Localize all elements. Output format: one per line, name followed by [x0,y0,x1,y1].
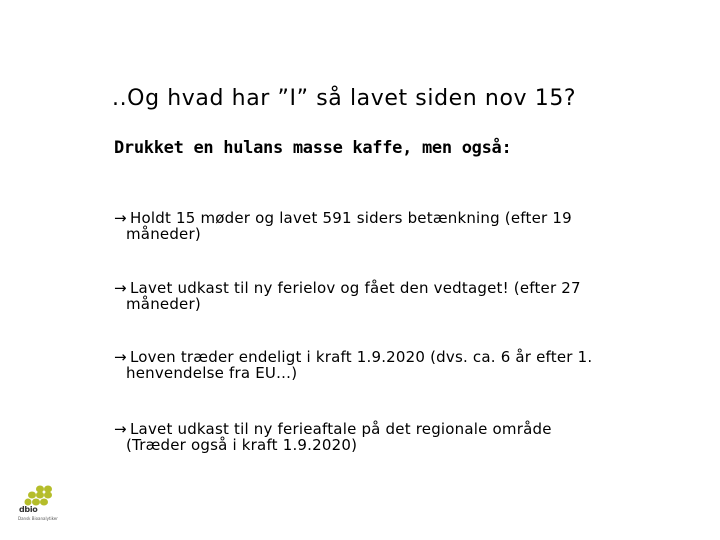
slide-title: ..Og hvad har ”I” så lavet siden nov 15? [112,86,577,111]
bullet-text-line2: måneder) [126,295,201,313]
logo-wordmark: dbio [19,505,38,514]
arrow-right-icon: → [114,348,127,366]
bullet-text-line1: Lavet udkast til ny ferieaftale på det regionale område [130,420,552,438]
bullet-text-line1: Lavet udkast til ny ferielov og fået den vedtaget! (efter 27 [130,279,581,297]
bullet-item [114,210,694,242]
bullet-text-line2: måneder) [126,225,201,243]
arrow-right-icon: → [114,279,127,297]
bullet-item [114,280,694,312]
logo-tagline: Dansk Bioanalytiker [18,516,58,521]
bullet-text-line2: (Træder også i kraft 1.9.2020) [126,436,358,454]
bullet-text-line1: Loven træder endeligt i kraft 1.9.2020 (dvs. ca. 6 år efter 1. [130,348,593,366]
slide-subtitle: Drukket en hulans masse kaffe, men også: [114,138,512,158]
bullet-item [114,349,694,381]
arrow-right-icon: → [114,420,127,438]
bullet-item [114,421,694,453]
bullet-text-line1: Holdt 15 møder og lavet 591 siders betænkning (efter 19 [130,209,572,227]
bullet-text-line2: henvendelse fra EU…) [126,364,298,382]
arrow-right-icon: → [114,209,127,227]
